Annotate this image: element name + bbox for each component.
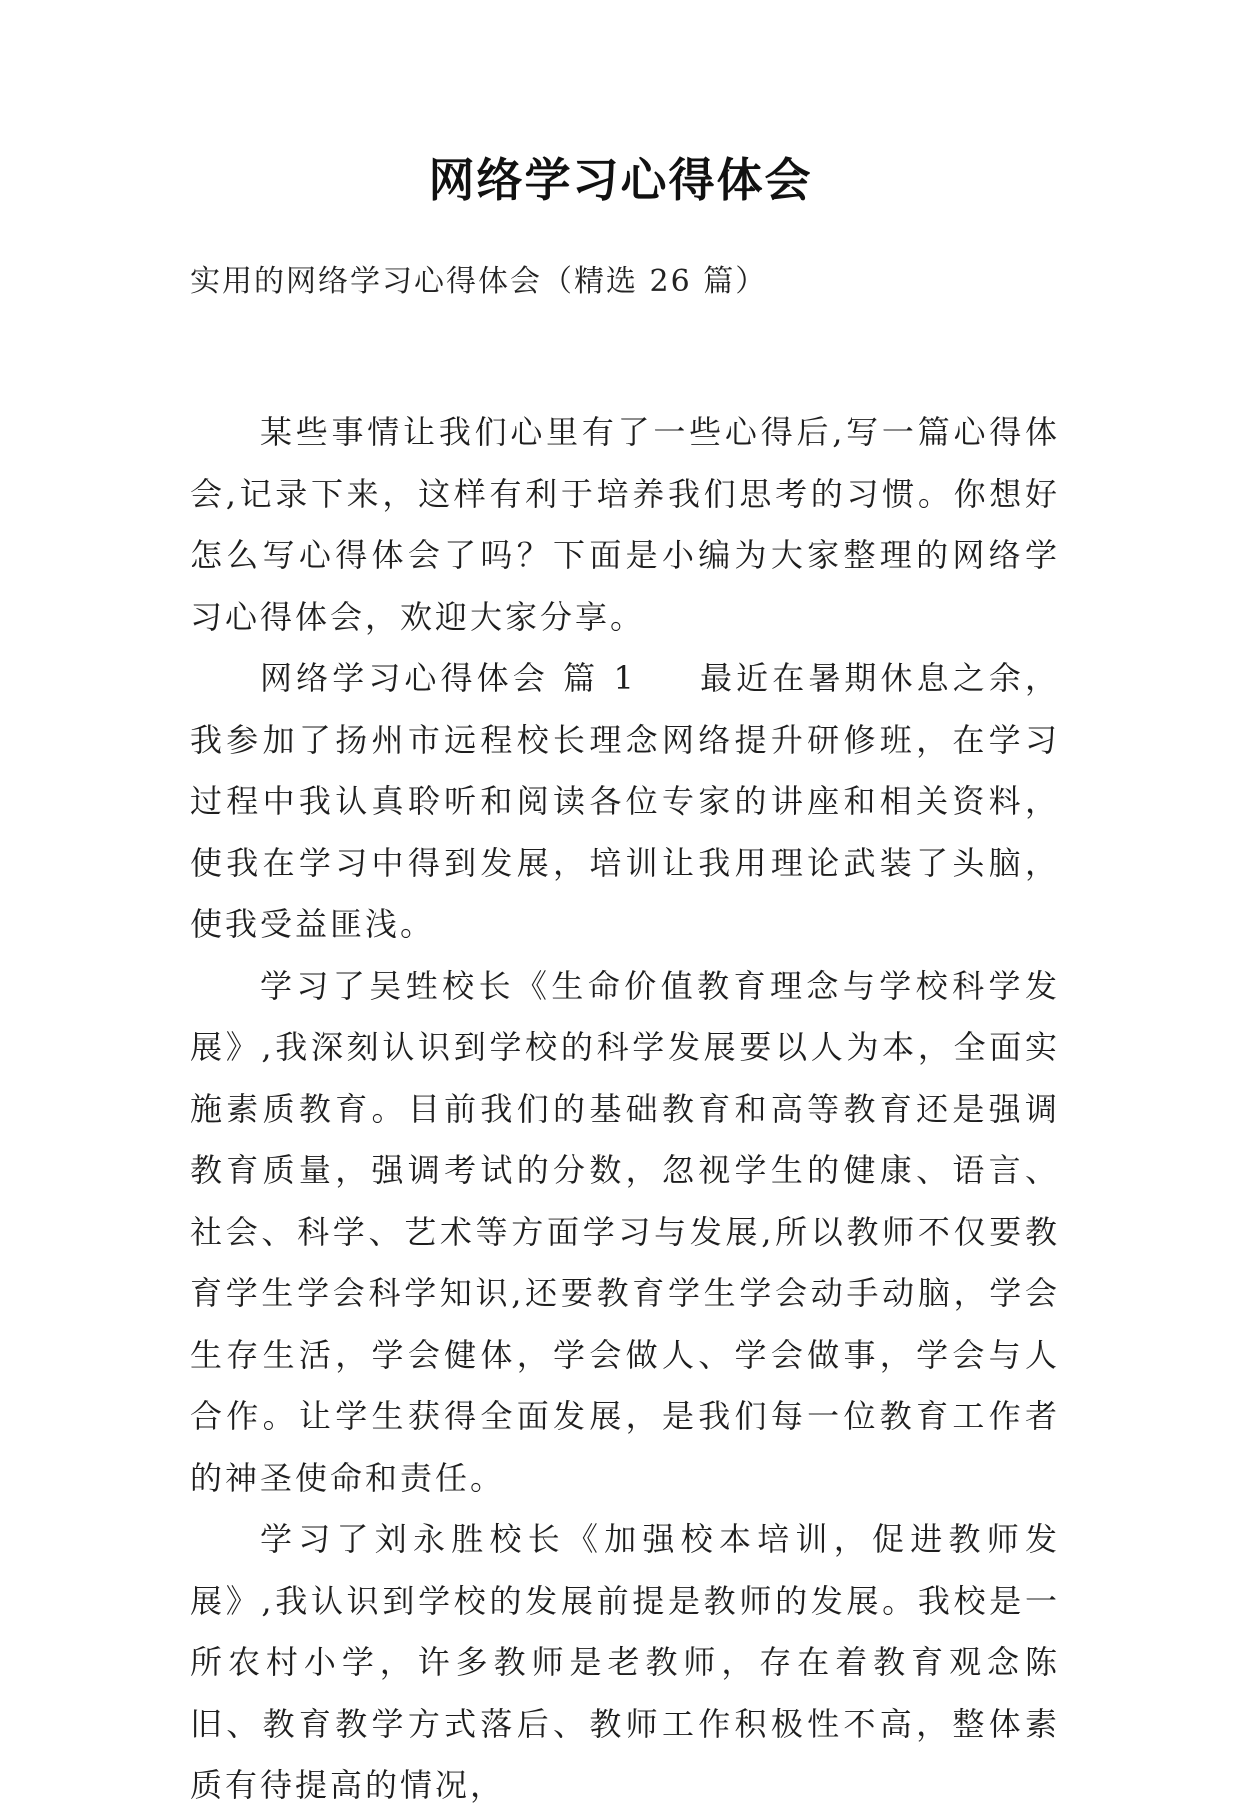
document-body <box>190 402 1060 1817</box>
document-subtitle: 实用的网络学习心得体会（精选 26 篇） <box>190 264 768 299</box>
section-1-paragraph-1 <box>190 648 1060 956</box>
intro-paragraph: 某些事情让我们心里有了一些心得后,写一篇心得体会,记录下来，这样有利于培养我们思考的习惯。你想好怎么写心得体会了吗？下面是小编为大家整理的网络学习心得体会，欢迎大家分享。 <box>190 413 1060 636</box>
section-1-paragraph-1-text: 最近在暑期休息之余，我参加了扬州市远程校长理念网络提升研修班，在学习过程中我认真聆听和阅读各位专家的讲座和相关资料，使我在学习中得到发展，培训让我用理论武装了头脑，使我受益匪浅。 <box>190 659 1060 943</box>
section-1-heading: 网络学习心得体会 篇 1 <box>260 659 637 697</box>
document-title: 网络学习心得体会 <box>428 153 813 207</box>
section-1-paragraph-2: 学习了吴甡校长《生命价值教育理念与学校科学发展》,我深刻认识到学校的科学发展要以人为本，全面实施素质教育。目前我们的基础教育和高等教育还是强调教育质量，强调考试的分数，忽视学生的健康、语言、社会、科学、艺术等方面学习与发展,所以教师不仅要教育学生学会科学知识,还要教育学生学会动手动脑，学会生存生活，学会健体，学会做人、学会做事，学会与人合作。让学生获得全面发展，是我们每一位教育工作者的神圣使命和责任。 <box>190 966 1060 1497</box>
section-1-paragraph-3: 学习了刘永胜校长《加强校本培训，促进教师发展》,我认识到学校的发展前提是教师的发展。我校是一所农村小学，许多教师是老教师，存在着教育观念陈旧、教育教学方式落后、教师工作积极性不高，整体素质有待提高的情况， <box>190 1520 1060 1804</box>
